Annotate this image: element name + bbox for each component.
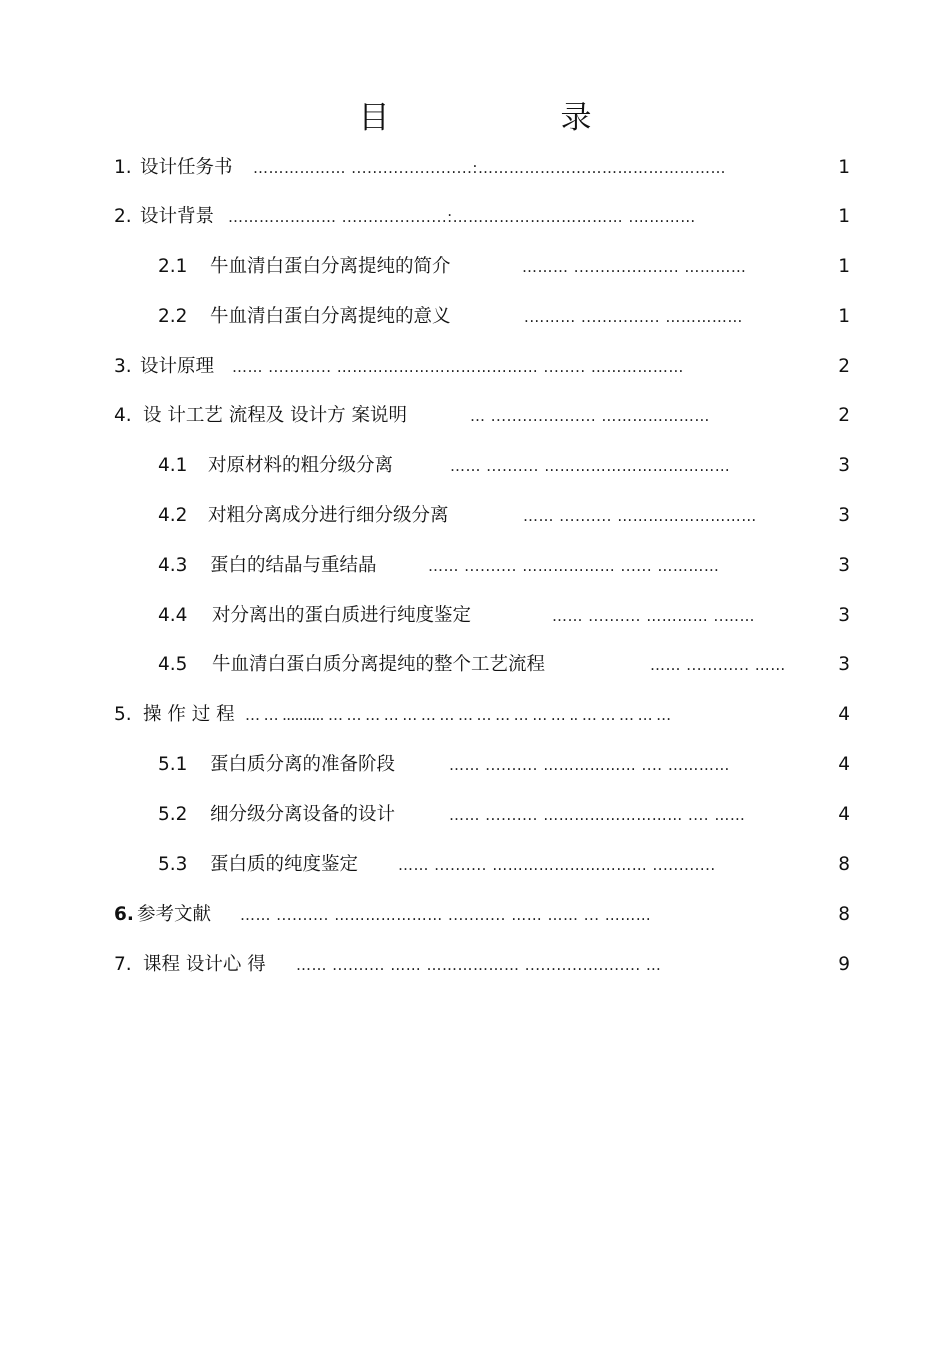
dot-leader: … .................... …………………	[470, 407, 710, 425]
entry-label: 设计原理	[140, 356, 215, 377]
entry-label: 设 计工艺 流程及 设计方 案说明	[143, 405, 408, 426]
toc-entry[interactable]	[0, 448, 950, 484]
entry-page-number: 1	[838, 306, 850, 327]
dot-leader: ……………… .......................:…………………………………………	[253, 159, 726, 177]
entry-number: 3.	[114, 356, 132, 377]
dot-leader: …… .......... ……………… .... …………	[449, 756, 730, 774]
toc-title: 目 录	[358, 100, 662, 136]
toc-entry[interactable]	[0, 349, 950, 385]
entry-page-number: 1	[838, 157, 850, 178]
entry-number: 1.	[114, 157, 132, 178]
entry-page-number: 1	[838, 256, 850, 277]
entry-number: 5.3	[158, 854, 188, 875]
entry-label: 操 作 过 程	[143, 704, 235, 725]
entry-label: 蛋白质的纯度鉴定	[210, 854, 359, 875]
entry-number: 2.1	[158, 256, 188, 277]
toc-entry[interactable]	[0, 150, 950, 186]
entry-label: 牛血清白蛋白分离提纯的意义	[210, 306, 451, 327]
dot-leader: …… ............ ………………………………… ........ ………………	[232, 358, 684, 376]
entry-label: 设计任务书	[140, 157, 233, 178]
entry-number: 5.2	[158, 804, 188, 825]
dot-leader: .……… ............... ……………	[524, 308, 743, 326]
entry-page-number: 3	[838, 605, 850, 626]
entry-label: 课程 设计心 得	[143, 954, 266, 975]
entry-page-number: 2	[838, 405, 850, 426]
entry-number: 6.	[114, 904, 134, 925]
toc-entry[interactable]	[0, 299, 950, 335]
dot-leader: …… .......... ………………… ........... …… …… ... ………	[240, 906, 652, 924]
entry-label: 蛋白的结晶与重结晶	[210, 555, 377, 576]
entry-number: 4.2	[158, 505, 188, 526]
entry-number: 5.1	[158, 754, 188, 775]
entry-page-number: 3	[838, 455, 850, 476]
entry-page-number: 8	[838, 854, 850, 875]
entry-number: 5.	[114, 704, 132, 725]
dot-leader: …… .......... ………………………………	[450, 457, 731, 475]
toc-entry[interactable]	[0, 747, 950, 783]
entry-number: 4.4	[158, 605, 188, 626]
dot-leader: … … .......... … … … … … … … … … … … … … .. … … … … …	[245, 706, 671, 724]
entry-number: 4.3	[158, 555, 188, 576]
toc-entry[interactable]	[0, 847, 950, 883]
dot-leader: …… .......... ………………………	[523, 507, 757, 525]
entry-page-number: 9	[838, 954, 850, 975]
toc-entry[interactable]	[0, 647, 950, 683]
entry-page-number: 3	[838, 555, 850, 576]
toc-entry[interactable]	[0, 797, 950, 833]
toc-entry[interactable]	[0, 249, 950, 285]
entry-page-number: 4	[838, 804, 850, 825]
entry-page-number: 2	[838, 356, 850, 377]
dot-leader: …… .......... ………………………… ............	[398, 856, 716, 874]
entry-number: 4.5	[158, 654, 188, 675]
dot-leader: ……… .................... …………	[522, 258, 747, 276]
entry-page-number: 1	[838, 206, 850, 227]
entry-number: 7.	[114, 954, 132, 975]
entry-number: 2.2	[158, 306, 188, 327]
entry-label: 对分离出的蛋白质进行纯度鉴定	[212, 605, 472, 626]
entry-page-number: 8	[838, 904, 850, 925]
entry-label: 设计背景	[140, 206, 215, 227]
toc-entry[interactable]	[0, 598, 950, 634]
dot-leader: …… .......... ……………………… .... ……	[449, 806, 746, 824]
toc-entry[interactable]	[0, 548, 950, 584]
entry-page-number: 4	[838, 754, 850, 775]
entry-page-number: 4	[838, 704, 850, 725]
entry-page-number: 3	[838, 505, 850, 526]
toc-entry[interactable]	[0, 199, 950, 235]
entry-label: 参考文献	[137, 904, 212, 925]
dot-leader: …… .......... …… ……………… ...................... …	[296, 956, 662, 974]
toc-entry[interactable]	[0, 398, 950, 434]
entry-label: 对原材料的粗分级分离	[208, 455, 394, 476]
toc-entry[interactable]	[0, 697, 950, 733]
entry-number: 2.	[114, 206, 132, 227]
entry-label: 牛血清白蛋白分离提纯的简介	[210, 256, 451, 277]
entry-page-number: 3	[838, 654, 850, 675]
entry-number: 4.1	[158, 455, 188, 476]
toc-entry[interactable]	[0, 498, 950, 534]
entry-number: 4.	[114, 405, 132, 426]
dot-leader: …… .......... ……………… ...... …………	[428, 557, 720, 575]
dot-leader: …… .......... ………… ..……	[552, 607, 756, 625]
entry-label: 细分级分离设备的设计	[210, 804, 396, 825]
dot-leader: …… ............ ……	[650, 656, 786, 674]
toc-entry[interactable]	[0, 897, 950, 933]
entry-label: 对粗分离成分进行细分级分离	[208, 505, 449, 526]
entry-label: 牛血清白蛋白质分离提纯的整个工艺流程	[212, 654, 546, 675]
toc-entry[interactable]	[0, 947, 950, 983]
entry-label: 蛋白质分离的准备阶段	[210, 754, 396, 775]
dot-leader: ………………… ....................:…………………………… .…………	[228, 208, 696, 226]
